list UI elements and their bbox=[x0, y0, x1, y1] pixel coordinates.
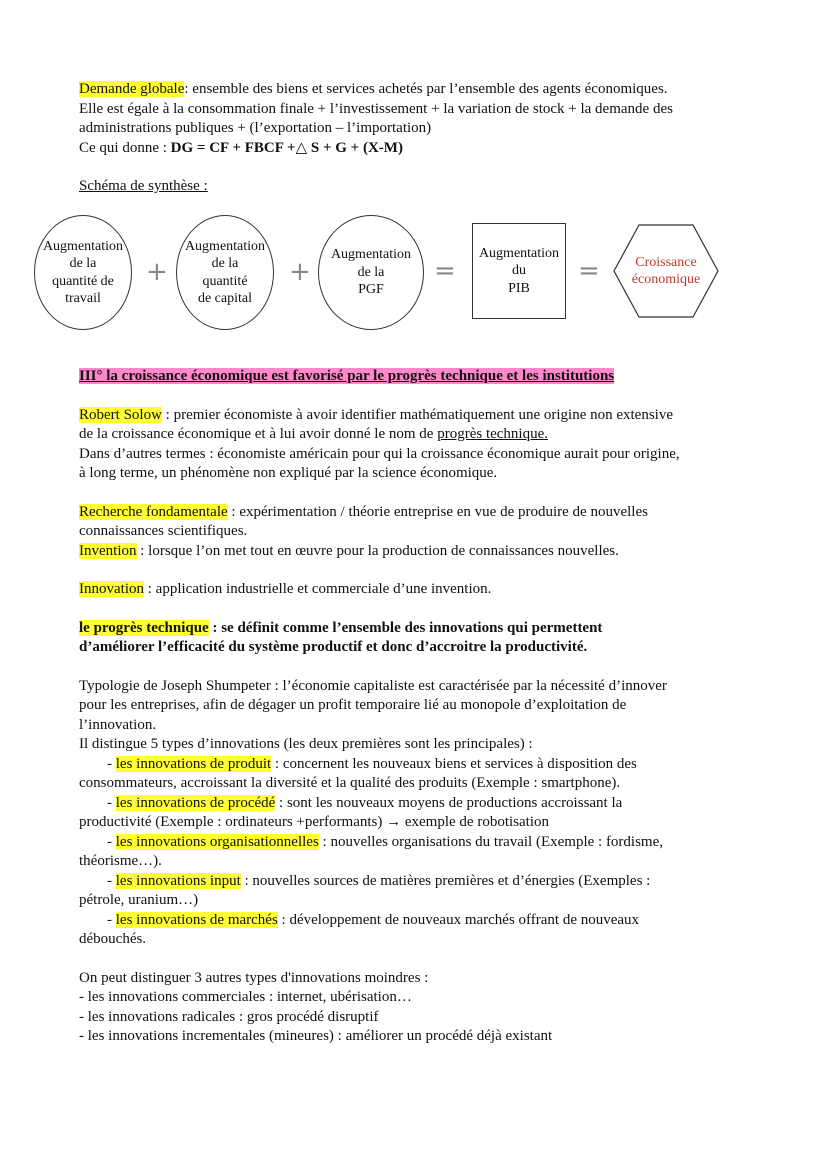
schema-box-travail: Augmentation de la quantité de travail bbox=[34, 215, 132, 330]
list-item-cont: consommateurs, accroissant la diversité et la qualité des produits (Exemple : smartphone). bbox=[79, 775, 621, 791]
section-title: III° la croissance économique est favorisé par le progrès technique et les institutions bbox=[79, 368, 615, 384]
moindres-item: - les innovations incrementales (mineures) : améliorer un procédé déjà existant bbox=[79, 1028, 553, 1044]
solow-line-4: à long terme, un phénomène non expliqué par la science économique. bbox=[79, 465, 498, 481]
intro-line-2: Elle est égale à la consommation finale + l’investissement + la variation de stock + la demande des bbox=[79, 100, 673, 117]
progres-line-1: le progrès technique : se définit comme l’ensemble des innovations qui permettent bbox=[79, 619, 603, 636]
typologie-line-3: l’innovation. bbox=[79, 716, 157, 733]
invention-line: Invention : lorsque l’on met tout en œuvre pour la production de connaissances nouvelles. bbox=[79, 542, 619, 559]
recherche-line-2: connaissances scientifiques. bbox=[79, 523, 248, 539]
recherche-line-1: Recherche fondamentale : expérimentation / théorie entreprise en vue de produire de nouvelles bbox=[79, 503, 648, 520]
plus-sign: + bbox=[289, 257, 311, 287]
intro-line-3: administrations publiques + (l’exportation – l’importation) bbox=[79, 120, 432, 136]
schema-box-pgf: Augmentation de la PGF bbox=[318, 215, 424, 330]
equals-sign: = bbox=[578, 256, 600, 286]
typologie-line-2: pour les entreprises, afin de dégager un profit temporaire lié au monopole d’exploitation de bbox=[79, 697, 627, 713]
list-item: - les innovations input : nouvelles sources de matières premières et d’énergies (Exemples : bbox=[107, 872, 651, 889]
schema-diagram bbox=[0, 215, 828, 330]
moindres-item: - les innovations radicales : gros procédé disruptif bbox=[79, 1008, 379, 1025]
schema-box-capital: Augmentation de la quantité de capital bbox=[176, 215, 274, 330]
progres-line-2: d’améliorer l’efficacité du système productif et donc d’accroitre la productivité. bbox=[79, 639, 588, 655]
list-item-cont: débouchés. bbox=[79, 931, 147, 947]
solow-line-3: Dans d’autres termes : économiste américain pour qui la croissance économique aurait pour origine, bbox=[79, 445, 680, 462]
typologie-line-1: Typologie de Joseph Shumpeter : l’économie capitaliste est caractérisée par la nécessité d’innover bbox=[79, 677, 667, 694]
list-item: - les innovations organisationnelles : nouvelles organisations du travail (Exemple : fordisme, bbox=[107, 833, 664, 850]
term-robert-solow: Robert Solow bbox=[79, 406, 162, 423]
innovation-line: Innovation : application industrielle et commerciale d’une invention. bbox=[79, 581, 492, 597]
list-item-cont: théorisme…). bbox=[79, 853, 162, 869]
formula: DG = CF + FBCF +△ S + G + (X-M) bbox=[170, 139, 403, 156]
term-innovation: Innovation bbox=[79, 581, 144, 597]
term-recherche: Recherche fondamentale bbox=[79, 503, 228, 520]
plus-sign: + bbox=[146, 257, 168, 287]
list-item: - les innovations de marchés : développement de nouveaux marchés offrant de nouveaux bbox=[107, 911, 640, 928]
moindres-item: - les innovations commerciales : internet, ubérisation… bbox=[79, 989, 412, 1005]
term-progres: le progrès technique bbox=[79, 619, 209, 636]
solow-line-2: de la croissance économique et à lui avoir donné le nom de progrès technique. bbox=[79, 426, 549, 442]
solow-line-1: Robert Solow : premier économiste à avoir identifier mathématiquement une origine non extensive bbox=[79, 406, 673, 423]
list-item: - les innovations de produit : concernent les nouveaux biens et services à disposition des bbox=[107, 755, 637, 772]
moindres-intro: On peut distinguer 3 autres types d'innovations moindres : bbox=[79, 969, 429, 986]
schema-box-pib: Augmentation du PIB bbox=[472, 223, 566, 319]
term-invention: Invention bbox=[79, 542, 137, 559]
schema-box-croissance: Croissance économique bbox=[612, 223, 720, 319]
schema-title: Schéma de synthèse : bbox=[79, 178, 208, 194]
document-page bbox=[79, 80, 759, 197]
equals-sign: = bbox=[434, 256, 456, 286]
formula-line: Ce qui donne : DG = CF + FBCF +△ S + G + (X-M) bbox=[79, 139, 403, 156]
list-item: - les innovations de procédé : sont les nouveaux moyens de productions accroissant la bbox=[107, 794, 623, 811]
list-item-cont: productivité (Exemple : ordinateurs +performants) → exemple de robotisation bbox=[79, 814, 549, 830]
typologie-line-4: Il distingue 5 types d’innovations (les deux premières sont les principales) : bbox=[79, 736, 533, 752]
intro-line-1: Demande globale: ensemble des biens et services achetés par l’ensemble des agents économiques. bbox=[79, 81, 668, 97]
document-page-continued bbox=[79, 367, 759, 1047]
list-item-cont: pétrole, uranium…) bbox=[79, 892, 199, 908]
term-demande-globale: Demande globale bbox=[79, 81, 185, 97]
